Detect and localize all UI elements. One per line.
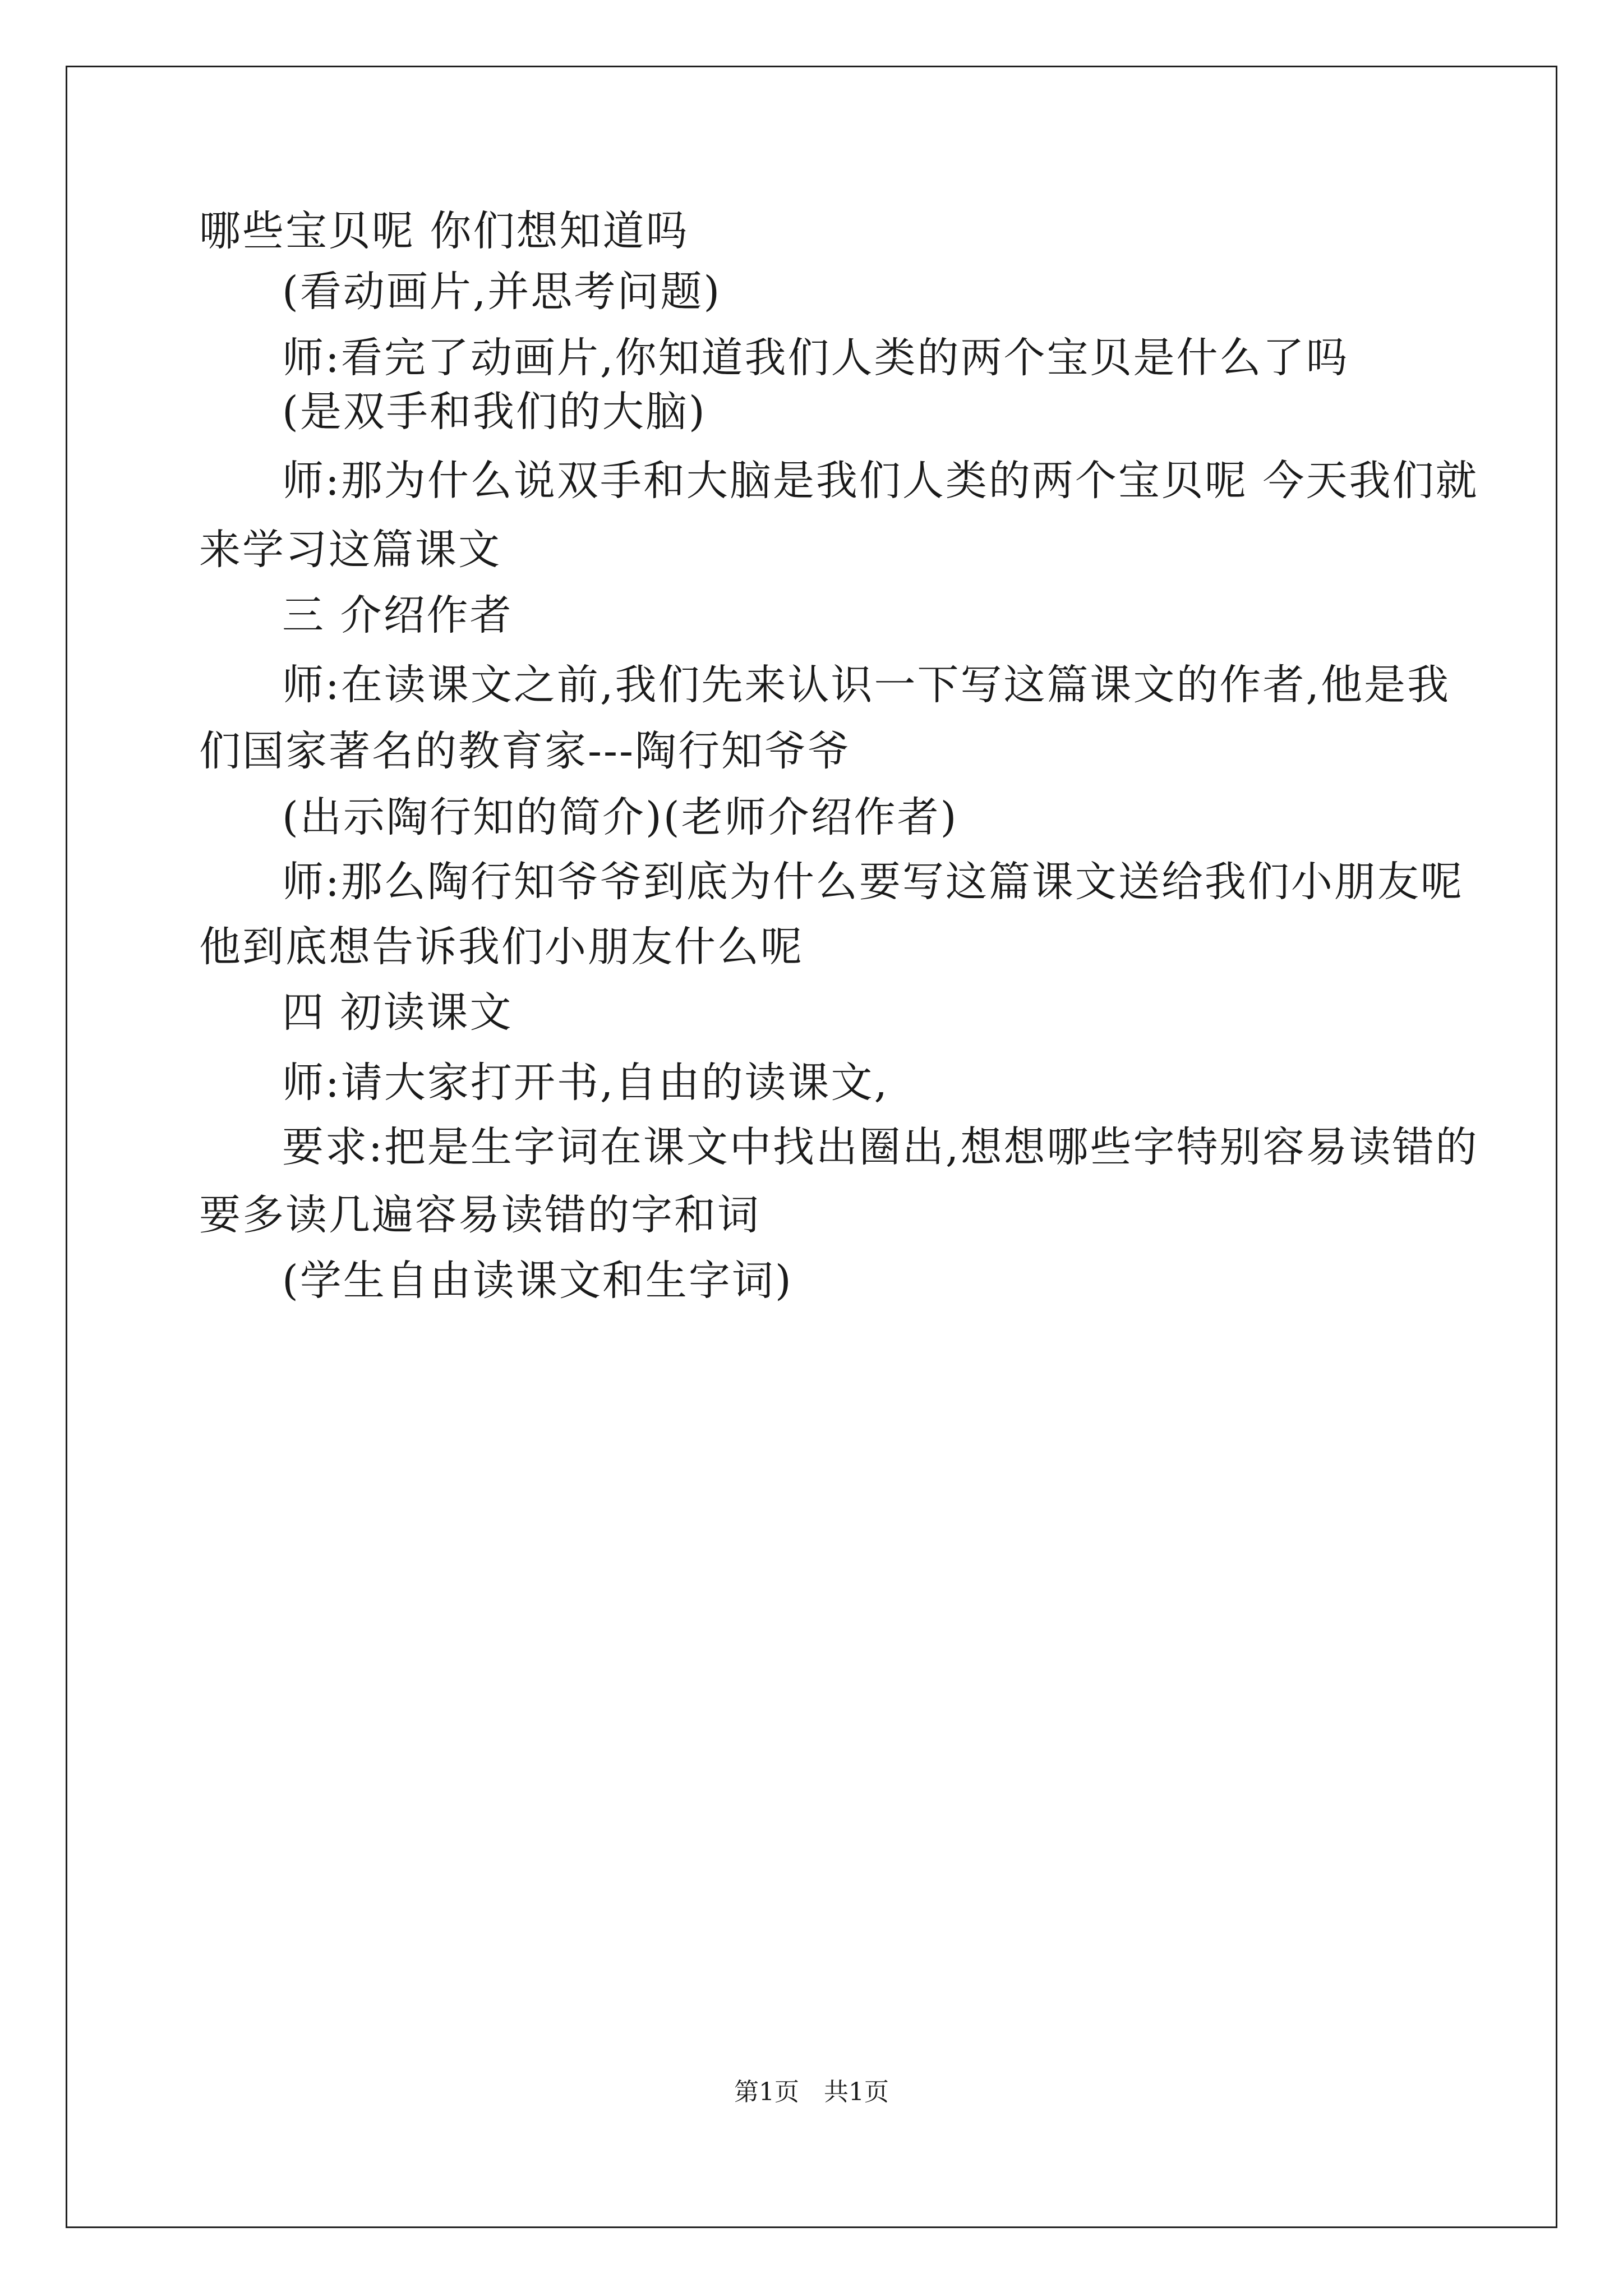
paragraph-line: 哪些宝贝呢 你们想知道吗 — [199, 207, 689, 255]
paragraph-line: 师:看完了动画片,你知道我们人类的两个宝贝是什么了吗 — [282, 334, 1349, 382]
paragraph-line: 们国家著名的教育家---陶行知爷爷 — [199, 727, 851, 775]
page-footer: 第1页 共1页 — [734, 2078, 889, 2106]
paragraph-line: 师:那为什么说双手和大脑是我们人类的两个宝贝呢 今天我们就 — [282, 457, 1479, 505]
paragraph-line: 要多读几遍容易读错的字和词 — [199, 1191, 760, 1239]
paragraph-line: (出示陶行知的简介)(老师介绍作者) — [282, 793, 958, 841]
paragraph-line: (是双手和我们的大脑) — [282, 388, 707, 436]
paragraph-line: (学生自由读课文和生字词) — [282, 1257, 793, 1305]
paragraph-line: 要求:把是生字词在课文中找出圈出,想想哪些字特别容易读错的 — [282, 1123, 1479, 1171]
paragraph-line: (看动画片,并思考问题) — [282, 268, 722, 316]
paragraph-line: 来学习这篇课文 — [199, 526, 501, 574]
paragraph-line: 师:请大家打开书,自由的读课文, — [282, 1059, 889, 1107]
paragraph-line: 他到底想告诉我们小朋友什么呢 — [199, 923, 804, 971]
paragraph-line: 四 初读课文 — [282, 988, 513, 1037]
paragraph-line: 三 介绍作者 — [282, 591, 513, 639]
paragraph-line: 师:那么陶行知爷爷到底为什么要写这篇课文送给我们小朋友呢 — [282, 858, 1464, 906]
paragraph-line: 师:在读课文之前,我们先来认识一下写这篇课文的作者,他是我 — [282, 661, 1450, 709]
